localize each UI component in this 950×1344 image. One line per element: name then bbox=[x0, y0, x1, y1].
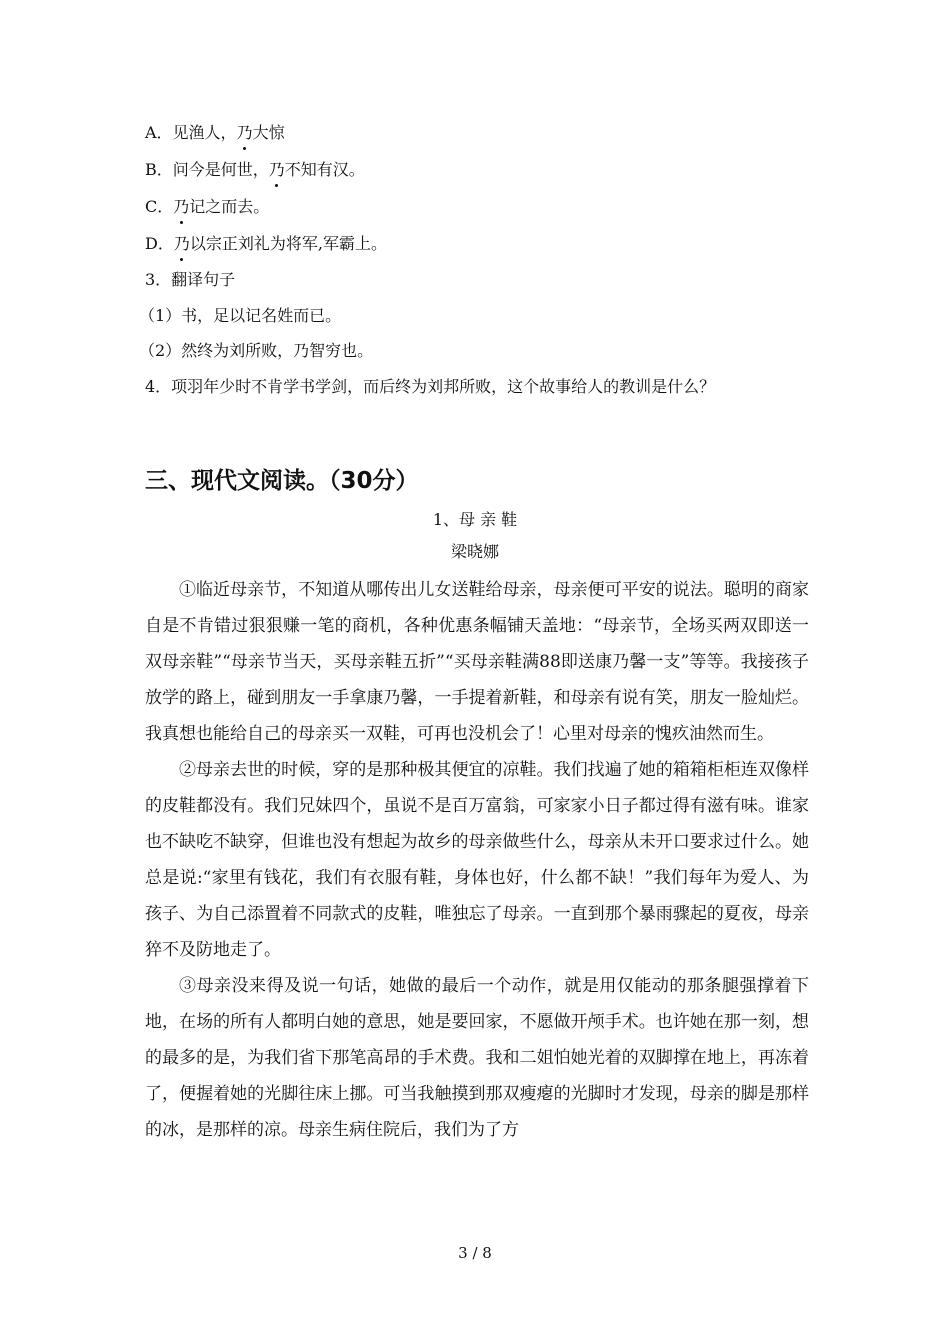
option-b-prefix: B．问今是何世， bbox=[145, 160, 269, 179]
option-c-prefix: C． bbox=[145, 197, 174, 216]
option-d-dotted-word: 乃 bbox=[173, 234, 190, 253]
option-a-dotted-word: 乃 bbox=[236, 123, 253, 142]
article-author: 梁晓娜 bbox=[450, 542, 499, 561]
option-c bbox=[145, 196, 269, 218]
option-a-suffix: 大惊 bbox=[252, 123, 285, 142]
option-b-suffix: 不知有汉。 bbox=[284, 160, 365, 179]
option-d bbox=[145, 233, 387, 255]
option-b bbox=[145, 159, 365, 181]
question-3-sentence-1: （1）书，足以记名姓而已。 bbox=[139, 306, 342, 325]
article-body bbox=[145, 572, 809, 1148]
article-paragraph-3: ③母亲没来得及说一句话，她做的最后一个动作，就是用仅能动的那条腿强撑着下地，在场的所有人都明白她的意思，她是要回家，不愿做开颅手术。也许她在那一刻，想的最多的是，为我们省下那笔高昂的手术费。我和二姐怕她光着的双脚撑在地上，再冻着了，便握着她的光脚往床上挪。可当我触摸到那双瘦瘪的光脚时才发现，母亲的脚是那样的冰，是那样的凉。母亲生病住院后，我们为了方 bbox=[145, 976, 809, 1140]
option-c-suffix: 记之而去。 bbox=[189, 197, 270, 216]
question-3-sentence-2: （2）然终为刘所败，乃智穷也。 bbox=[139, 341, 374, 360]
option-a-prefix: A．见渔人， bbox=[145, 123, 237, 142]
option-d-suffix: 以宗正刘礼为将军,军霸上。 bbox=[189, 234, 387, 253]
article-title: 1、母 亲 鞋 bbox=[432, 510, 518, 529]
section-title: 三、现代文阅读。（30分） bbox=[145, 468, 419, 494]
article-paragraph-2: ②母亲去世的时候，穿的是那种极其便宜的凉鞋。我们找遍了她的箱箱柜柜连双像样的皮鞋都没有。我们兄妹四个，虽说不是百万富翁，可家家小日子都过得有滋有味。谁家也不缺吃不缺穿，但谁也没有想起为故乡的母亲做些什么，母亲从未开口要求过什么。她总是说:“家里有钱花，我们有衣服有鞋，身体也好，什么都不缺！”我们每年为爱人、为孩子、为自己添置着不同款式的皮鞋，唯独忘了母亲。一直到那个暴雨骤起的夏夜，母亲猝不及防地走了。 bbox=[145, 760, 809, 960]
question-4: 4．项羽年少时不肯学书学剑，而后终为刘邦所败，这个故事给人的教训是什么？ bbox=[145, 377, 716, 396]
article-paragraph-1: ①临近母亲节，不知道从哪传出儿女送鞋给母亲，母亲便可平安的说法。聪明的商家自是不肯错过狠狠赚一笔的商机，各种优惠条幅铺天盖地：“母亲节，全场买两双即送一双母亲鞋”“母亲节当天，买母亲鞋五折”“买母亲鞋满88即送康乃馨一支”等等。我接孩子放学的路上，碰到朋友一手拿康乃馨，一手提着新鞋，和母亲有说有笑，朋友一脸灿烂。我真想也能给自己的母亲买一双鞋，可再也没机会了！心里对母亲的愧疚油然而生。 bbox=[145, 580, 809, 744]
question-3-title: 3．翻译句子 bbox=[145, 270, 236, 289]
option-d-prefix: D． bbox=[145, 234, 174, 253]
page-number: 3 / 8 bbox=[458, 1244, 492, 1262]
option-a bbox=[145, 122, 285, 144]
option-b-dotted-word: 乃 bbox=[268, 160, 285, 179]
option-c-dotted-word: 乃 bbox=[173, 197, 190, 216]
